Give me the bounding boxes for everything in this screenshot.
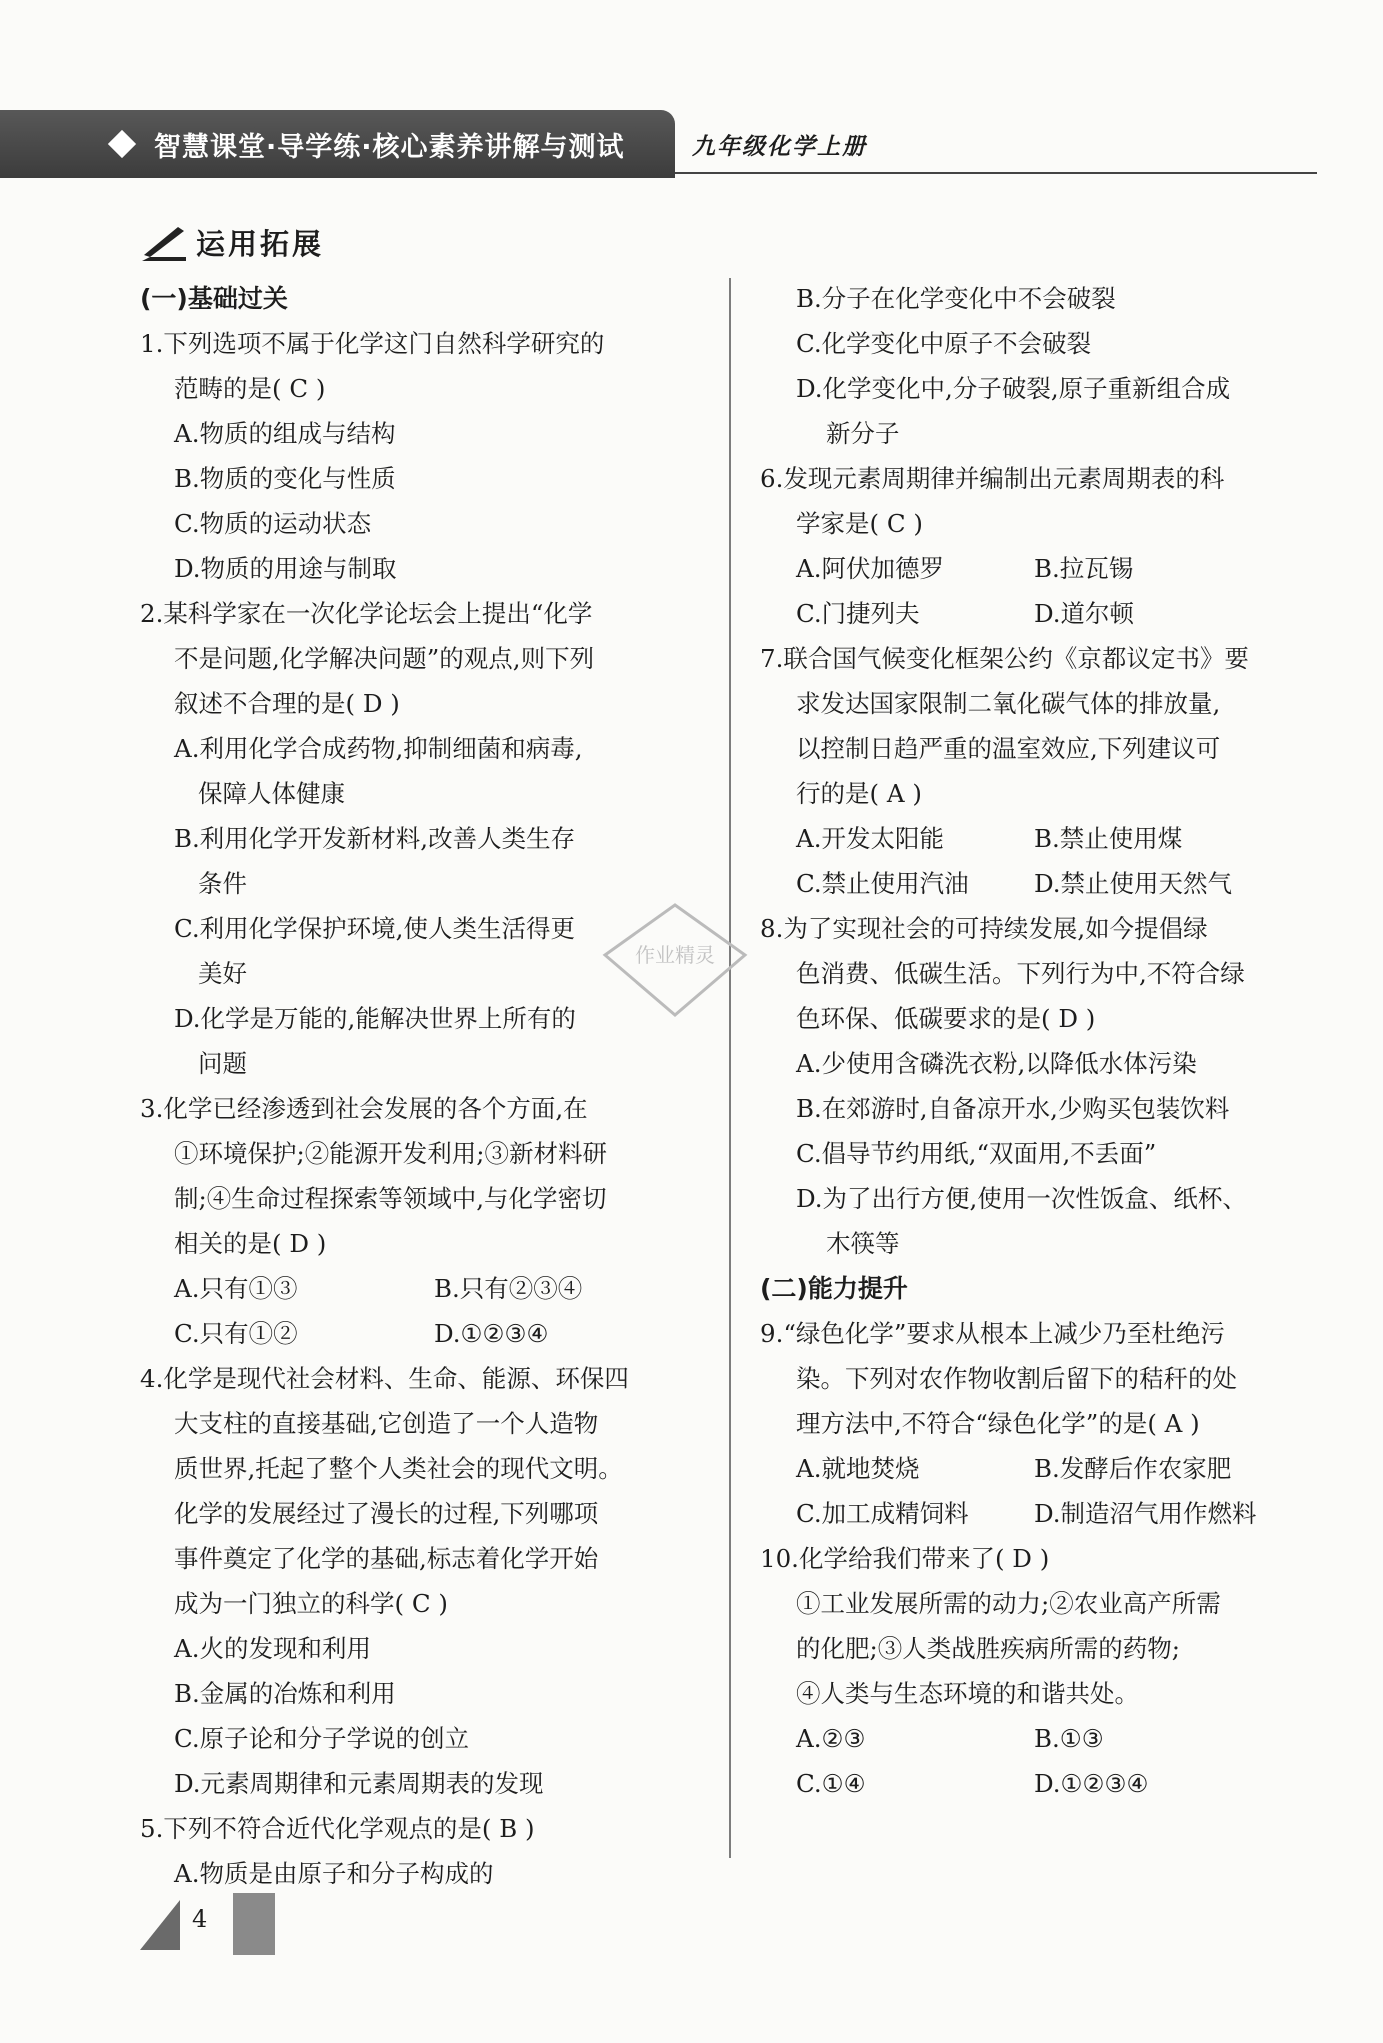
- diamond-icon: [108, 130, 136, 158]
- section-title: 运用拓展: [196, 227, 325, 261]
- option-text: A.阿伏加德罗: [796, 554, 944, 583]
- option-text: C.禁止使用汽油: [796, 869, 969, 898]
- text-line: 大支柱的直接基础,它创造了一个人造物: [174, 1409, 599, 1438]
- page-number: 4: [192, 1905, 208, 1933]
- option-text: B.拉瓦锡: [1034, 554, 1134, 583]
- text-line: ④人类与生态环境的和谐共处。: [796, 1679, 1139, 1708]
- text-line: 木筷等: [826, 1229, 900, 1258]
- text-line: 质世界,托起了整个人类社会的现代文明。: [174, 1454, 623, 1483]
- option-text: D.禁止使用天然气: [1034, 869, 1233, 898]
- option-text: C.①④: [796, 1769, 866, 1798]
- option-row: [140, 1266, 715, 1311]
- pen-icon: [140, 223, 190, 263]
- text-line: D.化学是万能的,能解决世界上所有的: [174, 1004, 576, 1033]
- text-line: 相关的是( D ): [174, 1229, 327, 1258]
- text-line: ①环境保护;②能源开发利用;③新材料研: [174, 1139, 608, 1168]
- option-text: A.就地焚烧: [796, 1454, 920, 1483]
- text-line: 制;④生命过程探索等领域中,与化学密切: [174, 1184, 607, 1213]
- option-text: B.禁止使用煤: [1034, 824, 1183, 853]
- option-text: A.只有①③: [174, 1274, 298, 1303]
- header-rule: [675, 172, 1317, 174]
- text-line: B.分子在化学变化中不会破裂: [796, 284, 1116, 313]
- book-series-title: 智慧课堂·导学练·核心素养讲解与测试: [154, 131, 625, 163]
- text-line: 9.“绿色化学”要求从根本上减少乃至杜绝污: [760, 1319, 1225, 1348]
- right-column: [760, 276, 1320, 1806]
- text-line: C.原子论和分子学说的创立: [174, 1724, 470, 1753]
- text-line: A.利用化学合成药物,抑制细菌和病毒,: [174, 734, 583, 763]
- option-text: D.道尔顿: [1034, 599, 1135, 628]
- option-text: B.①③: [1034, 1724, 1104, 1753]
- stamp-text: 作业精灵: [635, 943, 715, 967]
- option-row: [760, 591, 1320, 636]
- option-text: B.只有②③④: [434, 1274, 583, 1303]
- text-line: A.火的发现和利用: [174, 1634, 371, 1663]
- text-line: 3.化学已经渗透到社会发展的各个方面,在: [140, 1094, 588, 1123]
- option-row: [760, 1491, 1320, 1536]
- text-line: 染。下列对农作物收割后留下的秸秆的处: [796, 1364, 1237, 1393]
- text-line: 1.下列选项不属于化学这门自然科学研究的: [140, 329, 605, 358]
- text-line: C.倡导节约用纸,“双面用,不丢面”: [796, 1139, 1157, 1168]
- option-text: D.①②③④: [1034, 1769, 1149, 1798]
- option-row: [760, 816, 1320, 861]
- text-line: 美好: [198, 959, 247, 988]
- text-line: 理方法中,不符合“绿色化学”的是( A ): [796, 1409, 1200, 1438]
- header-band: [0, 110, 675, 178]
- text-line: 不是问题,化学解决问题”的观点,则下列: [174, 644, 595, 673]
- text-line: 2.某科学家在一次化学论坛会上提出“化学: [140, 599, 593, 628]
- subsection-title: (二)能力提升: [760, 1274, 908, 1303]
- text-line: 色消费、低碳生活。下列行为中,不符合绿: [796, 959, 1245, 988]
- text-line: A.物质的组成与结构: [174, 419, 396, 448]
- text-line: 成为一门独立的科学( C ): [174, 1589, 448, 1618]
- left-column: [140, 276, 715, 1896]
- book-subtitle: 九年级化学上册: [692, 133, 867, 160]
- text-line: D.化学变化中,分子破裂,原子重新组合成: [796, 374, 1231, 403]
- text-line: D.为了出行方便,使用一次性饭盒、纸杯、: [796, 1184, 1247, 1213]
- text-line: D.物质的用途与制取: [174, 554, 397, 583]
- option-text: B.发酵后作农家肥: [1034, 1454, 1232, 1483]
- option-text: C.加工成精饲料: [796, 1499, 969, 1528]
- text-line: 7.联合国气候变化框架公约《京都议定书》要: [760, 644, 1249, 673]
- text-line: 色环保、低碳要求的是( D ): [796, 1004, 1096, 1033]
- option-text: A.开发太阳能: [796, 824, 944, 853]
- option-row: [760, 1716, 1320, 1761]
- subsection-title: (一)基础过关: [140, 284, 288, 313]
- text-line: 8.为了实现社会的可持续发展,如今提倡绿: [760, 914, 1208, 943]
- text-line: 事件奠定了化学的基础,标志着化学开始: [174, 1544, 599, 1573]
- text-line: 4.化学是现代社会材料、生命、能源、环保四: [140, 1364, 629, 1393]
- text-line: 化学的发展经过了漫长的过程,下列哪项: [174, 1499, 599, 1528]
- text-line: B.金属的冶炼和利用: [174, 1679, 396, 1708]
- text-line: C.化学变化中原子不会破裂: [796, 329, 1092, 358]
- option-row: [760, 1761, 1320, 1806]
- text-line: C.物质的运动状态: [174, 509, 372, 538]
- option-row: [760, 1446, 1320, 1491]
- text-line: 条件: [198, 869, 247, 898]
- option-text: D.制造沼气用作燃料: [1034, 1499, 1257, 1528]
- column-divider: [729, 278, 731, 1858]
- section-heading: [140, 222, 324, 263]
- option-text: D.①②③④: [434, 1319, 549, 1348]
- text-line: ①工业发展所需的动力;②农业高产所需: [796, 1589, 1221, 1618]
- option-row: [140, 1311, 715, 1356]
- text-line: 以控制日趋严重的温室效应,下列建议可: [796, 734, 1221, 763]
- text-line: A.少使用含磷洗衣粉,以降低水体污染: [796, 1049, 1197, 1078]
- text-line: 保障人体健康: [198, 779, 345, 808]
- text-line: 范畴的是( C ): [174, 374, 326, 403]
- option-text: A.②③: [796, 1724, 866, 1753]
- footer-triangle-icon: [140, 1900, 180, 1950]
- text-line: B.利用化学开发新材料,改善人类生存: [174, 824, 576, 853]
- text-line: C.利用化学保护环境,使人类生活得更: [174, 914, 575, 943]
- footer-block: [233, 1893, 275, 1955]
- text-line: 学家是( C ): [796, 509, 923, 538]
- option-row: [760, 546, 1320, 591]
- text-line: 10.化学给我们带来了( D ): [760, 1544, 1050, 1573]
- option-row: [760, 861, 1320, 906]
- option-text: C.门捷列夫: [796, 599, 920, 628]
- text-line: 求发达国家限制二氧化碳气体的排放量,: [796, 689, 1221, 718]
- text-line: 行的是( A ): [796, 779, 922, 808]
- watermark-stamp: [600, 900, 750, 1020]
- text-line: 问题: [198, 1049, 247, 1078]
- text-line: A.物质是由原子和分子构成的: [174, 1859, 494, 1888]
- text-line: 6.发现元素周期律并编制出元素周期表的科: [760, 464, 1225, 493]
- text-line: D.元素周期律和元素周期表的发现: [174, 1769, 544, 1798]
- option-text: C.只有①②: [174, 1319, 298, 1348]
- text-line: 新分子: [826, 419, 900, 448]
- text-line: 叙述不合理的是( D ): [174, 689, 400, 718]
- text-line: B.物质的变化与性质: [174, 464, 396, 493]
- text-line: B.在郊游时,自备凉开水,少购买包装饮料: [796, 1094, 1230, 1123]
- text-line: 的化肥;③人类战胜疾病所需的药物;: [796, 1634, 1181, 1663]
- text-line: 5.下列不符合近代化学观点的是( B ): [140, 1814, 535, 1843]
